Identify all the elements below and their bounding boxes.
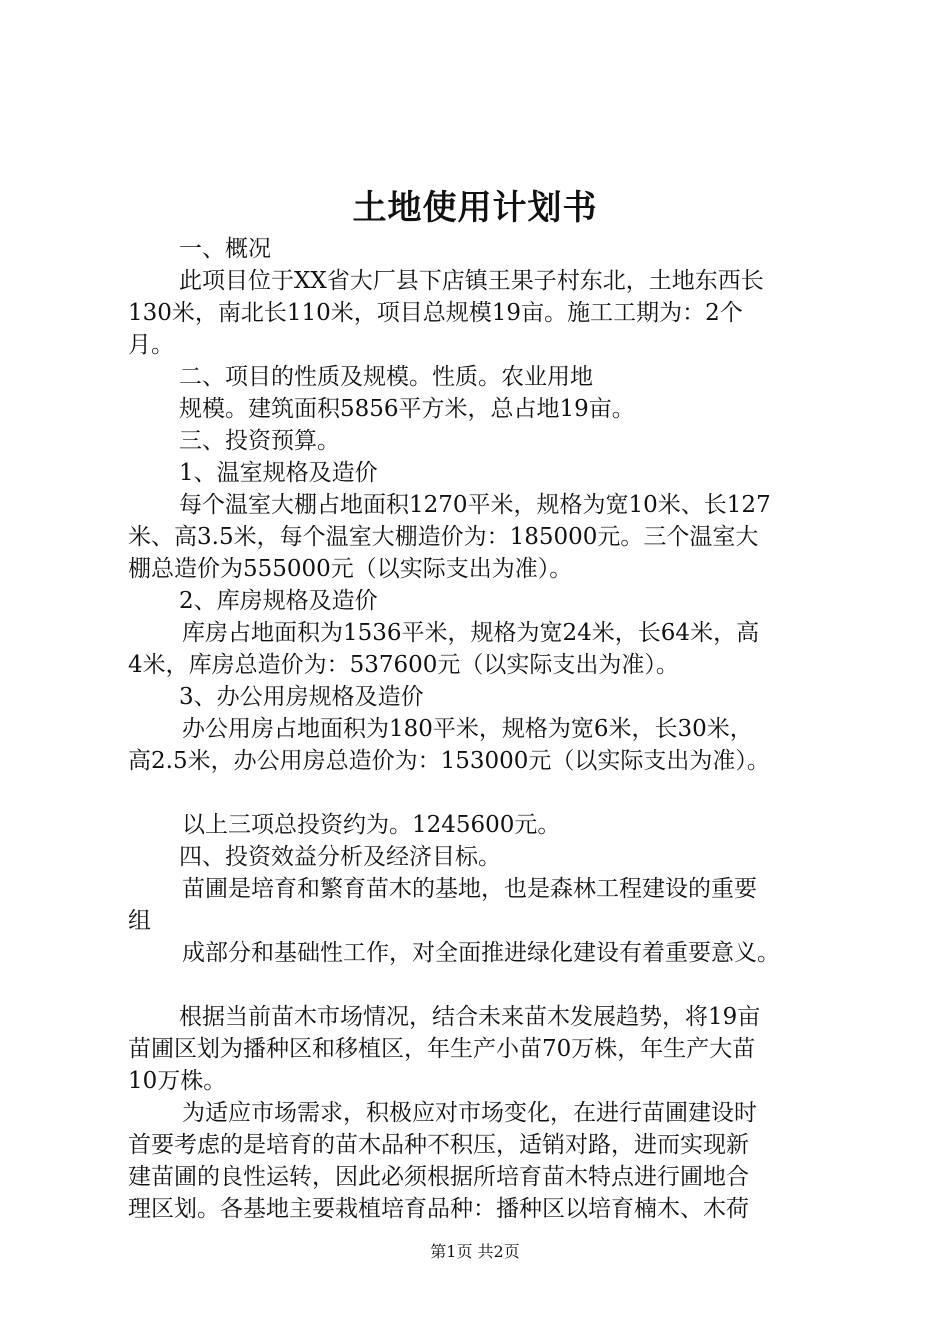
paragraph-line: 以上三项总投资约为。1245600元。 [182, 812, 561, 838]
subheading-warehouse: 2、库房规格及造价 [179, 588, 378, 614]
paragraph-line: 为适应市场需求，积极应对市场变化，在进行苗圃建设时 [182, 1100, 757, 1126]
paragraph-line: 建苗圃的良性运转，因此必须根据所培育苗木特点进行圃地合 [128, 1164, 749, 1190]
paragraph-line: 此项目位于XX省大厂县下店镇王果子村东北，土地东西长 [179, 268, 764, 294]
section-heading-budget: 三、投资预算。 [179, 428, 340, 454]
paragraph-line: 规模。建筑面积5856平方米，总占地19亩。 [179, 396, 635, 422]
subheading-greenhouse: 1、温室规格及造价 [179, 460, 378, 486]
paragraph-line: 月。 [128, 332, 174, 358]
paragraph-line: 成部分和基础性工作，对全面推进绿化建设有着重要意义。 [182, 940, 780, 966]
paragraph-line: 办公用房占地面积为180平米，规格为宽6米，长30米， [182, 716, 753, 742]
paragraph-line: 每个温室大棚占地面积1270平米，规格为宽10米、长127 [179, 492, 771, 518]
section-heading-benefit: 四、投资效益分析及经济目标。 [179, 844, 501, 870]
blank-line [128, 777, 838, 809]
paragraph-line: 首要考虑的是培育的苗木品种不积压，适销对路，进而实现新 [128, 1132, 749, 1158]
paragraph-line: 高2.5米，办公用房总造价为：153000元（以实际支出为准）。 [128, 748, 770, 774]
paragraph-line: 根据当前苗木市场情况，结合未来苗木发展趋势，将19亩 [179, 1004, 761, 1030]
paragraph-line: 苗圃是培育和繁育苗木的基地，也是森林工程建设的重要 [182, 876, 757, 902]
paragraph-line: 米、高3.5米，每个温室大棚造价为：185000元。三个温室大 [128, 524, 759, 550]
paragraph-line: 棚总造价为555000元（以实际支出为准）。 [128, 556, 573, 582]
paragraph-line: 苗圃区划为播种区和移植区，年生产小苗70万株，年生产大苗 [128, 1036, 756, 1062]
paragraph-line: 理区划。各基地主要栽植培育品种：播种区以培育楠木、木荷 [128, 1196, 749, 1222]
paragraph-line: 130米，南北长110米，项目总规模19亩。施工工期为：2个 [128, 300, 743, 326]
page-number: 第1页 共2页 [430, 1242, 520, 1261]
section-heading-nature-scale: 二、项目的性质及规模。性质。农业用地 [179, 364, 593, 390]
document-body [128, 233, 838, 1225]
subheading-office: 3、办公用房规格及造价 [179, 684, 424, 710]
blank-line [128, 969, 838, 1001]
paragraph-line: 4米，库房总造价为：537600元（以实际支出为准）。 [128, 652, 679, 678]
paragraph-line: 组 [128, 908, 151, 934]
paragraph-line: 库房占地面积为1536平米，规格为宽24米，长64米，高 [182, 620, 760, 646]
section-heading-overview: 一、概况 [179, 236, 271, 262]
paragraph-line: 10万株。 [128, 1068, 227, 1094]
document-title: 土地使用计划书 [352, 188, 598, 228]
